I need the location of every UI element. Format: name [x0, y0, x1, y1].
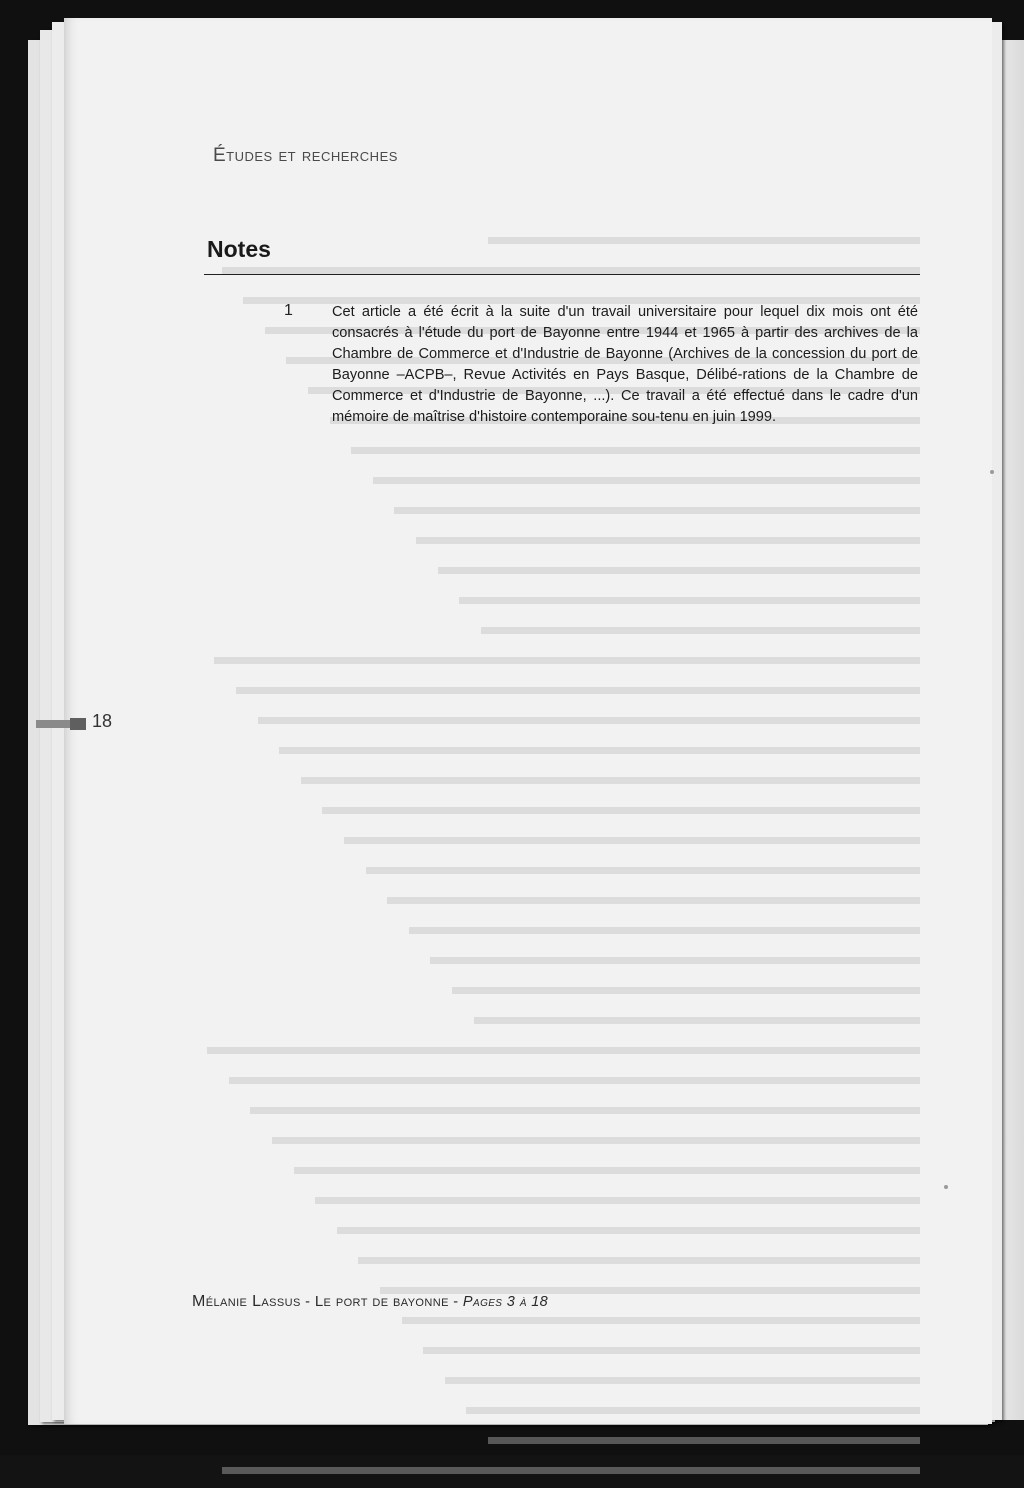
show-through-line [445, 1368, 920, 1384]
page-number: 18 [92, 711, 113, 731]
footer-separator: - [305, 1294, 311, 1310]
section-header: Études et recherches [213, 145, 398, 166]
show-through-line [214, 648, 920, 664]
show-through-line [459, 588, 920, 604]
show-through-line [387, 888, 920, 904]
show-through-line [466, 1398, 920, 1414]
heading-rule [204, 274, 920, 275]
show-through-line [250, 1098, 920, 1114]
show-through-line [229, 1068, 920, 1084]
show-through-line [488, 228, 920, 244]
show-through-line [315, 1188, 920, 1204]
show-through-line [423, 1338, 920, 1354]
show-through-line [481, 618, 920, 634]
show-through-line [207, 1038, 920, 1054]
footer-separator: - [453, 1294, 459, 1310]
show-through-line [236, 678, 920, 694]
footer-author: Mélanie Lassus [192, 1293, 301, 1310]
show-through-line [474, 1008, 920, 1024]
show-through-line [279, 738, 920, 754]
show-through-line [344, 828, 920, 844]
show-through-line [272, 1128, 920, 1144]
footer-title: Le port de bayonne [314, 1293, 449, 1310]
speck [944, 1185, 948, 1189]
show-through-line [380, 1278, 920, 1294]
show-through-line [351, 438, 920, 454]
show-through-line [394, 498, 920, 514]
folio-marker [36, 720, 86, 728]
show-through-line [301, 768, 920, 784]
show-through-line [222, 1458, 920, 1474]
show-through-line [322, 798, 920, 814]
show-through-line [438, 558, 920, 574]
speck [990, 470, 994, 474]
show-through-line [430, 948, 920, 964]
footer-pages: Pages 3 à 18 [462, 1294, 549, 1310]
show-through-line [358, 1248, 920, 1264]
show-through-line [488, 1428, 920, 1444]
show-through-line [366, 858, 920, 874]
show-through-line [258, 708, 920, 724]
show-through-line [452, 978, 920, 994]
show-through-line [416, 528, 920, 544]
show-through-line [337, 1218, 920, 1234]
show-through-line [222, 258, 920, 274]
show-through-line [409, 918, 920, 934]
note-number: 1 [284, 302, 293, 319]
show-through-line [294, 1158, 920, 1174]
show-through-line [373, 468, 920, 484]
running-footer [192, 1293, 548, 1311]
notes-heading: Notes [207, 236, 271, 262]
note-text: Cet article a été écrit à la suite d'un travail universitaire pour lequel dix mois ont été consacrés à l'étude du port de Bayonne entre 1944 et 1965 à partir des archives de la Chambre de Commerce et d'Industrie de Bayonne (Archives de la concession du port de Bayonne –ACPB–, Revue Activités en Pays Basque, Délibé-rations de la Chambre de Commerce et d'Industrie de Bayonne, ...). Ce travail a été effectué dans le cadre d'un mémoire de maîtrise d'histoire contemporaine sou-tenu en juin 1999. [332, 304, 918, 425]
